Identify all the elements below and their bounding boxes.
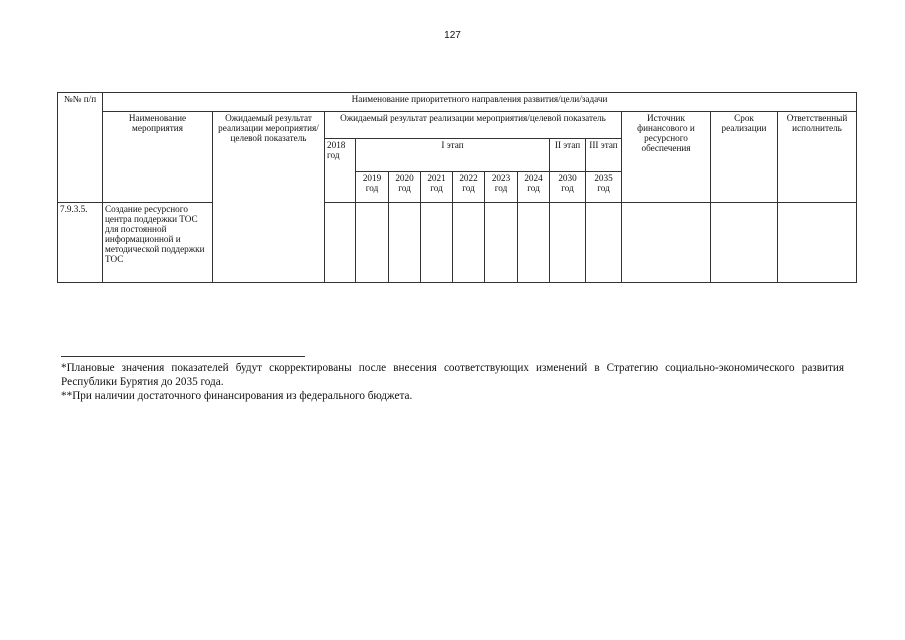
row-cell-term <box>711 203 778 283</box>
row-cell-2035 <box>586 203 622 283</box>
table-row <box>58 203 857 283</box>
row-cell-2021 <box>421 203 453 283</box>
header-cell-expected-result: Ожидаемый результат реализации мероприятия/целевой показатель <box>213 112 325 283</box>
footnote-strategy: *Плановые значения показателей будут скорректированы после внесения соответствующих изменений в Стратегию социально-экономического развития Республики Бурятия до 2035 года. <box>61 362 844 388</box>
header-cell-direction: Наименование приоритетного направления развития/цели/задачи <box>103 93 857 112</box>
row-num-cell: 7.9.3.5. <box>58 203 103 283</box>
header-cell-stage-1: I этап <box>356 139 550 172</box>
footnote-funding: **При наличии достаточного финансирования из федерального бюджета. <box>61 390 413 402</box>
header-cell-term: Срок реализации <box>711 112 778 203</box>
header-cell-year: 2024 год <box>518 172 550 203</box>
row-cell-2018 <box>325 203 356 283</box>
row-cell-2019 <box>356 203 389 283</box>
row-name-cell: Создание ресурсного центра поддержки ТОС для постоянной информационной и методической поддержки ТОС <box>103 203 213 283</box>
action-plan-table <box>57 92 857 283</box>
header-cell-year: 2022 год <box>453 172 485 203</box>
header-cell-2018: 2018 год <box>325 139 356 203</box>
header-cell-year: 2019 год <box>356 172 389 203</box>
header-cell-num: №№ п/п <box>58 93 103 203</box>
header-cell-year: 2020 год <box>389 172 421 203</box>
row-cell-2024 <box>518 203 550 283</box>
header-cell-source: Источник финансового и ресурсного обеспечения <box>622 112 711 203</box>
header-cell-responsible: Ответственный исполнитель <box>778 112 857 203</box>
header-row-direction <box>58 93 857 112</box>
header-cell-year: 2030 год <box>550 172 586 203</box>
row-cell-source <box>622 203 711 283</box>
header-cell-year: 2021 год <box>421 172 453 203</box>
row-cell-2020 <box>389 203 421 283</box>
footnote-separator <box>61 356 305 357</box>
header-cell-year: 2035 год <box>586 172 622 203</box>
row-cell-responsible <box>778 203 857 283</box>
header-cell-expected-result-event: Ожидаемый результат реализации мероприятия/целевой показатель <box>325 112 622 139</box>
header-cell-event-name: Наименование мероприятия <box>103 112 213 203</box>
header-cell-year: 2023 год <box>485 172 518 203</box>
page-number: 127 <box>444 30 461 41</box>
row-cell-2030 <box>550 203 586 283</box>
header-row-columns <box>58 112 857 139</box>
header-cell-stage-3: III этап <box>586 139 622 172</box>
row-cell-2022 <box>453 203 485 283</box>
header-cell-stage-2: II этап <box>550 139 586 172</box>
footnotes <box>61 361 844 403</box>
row-cell-2023 <box>485 203 518 283</box>
